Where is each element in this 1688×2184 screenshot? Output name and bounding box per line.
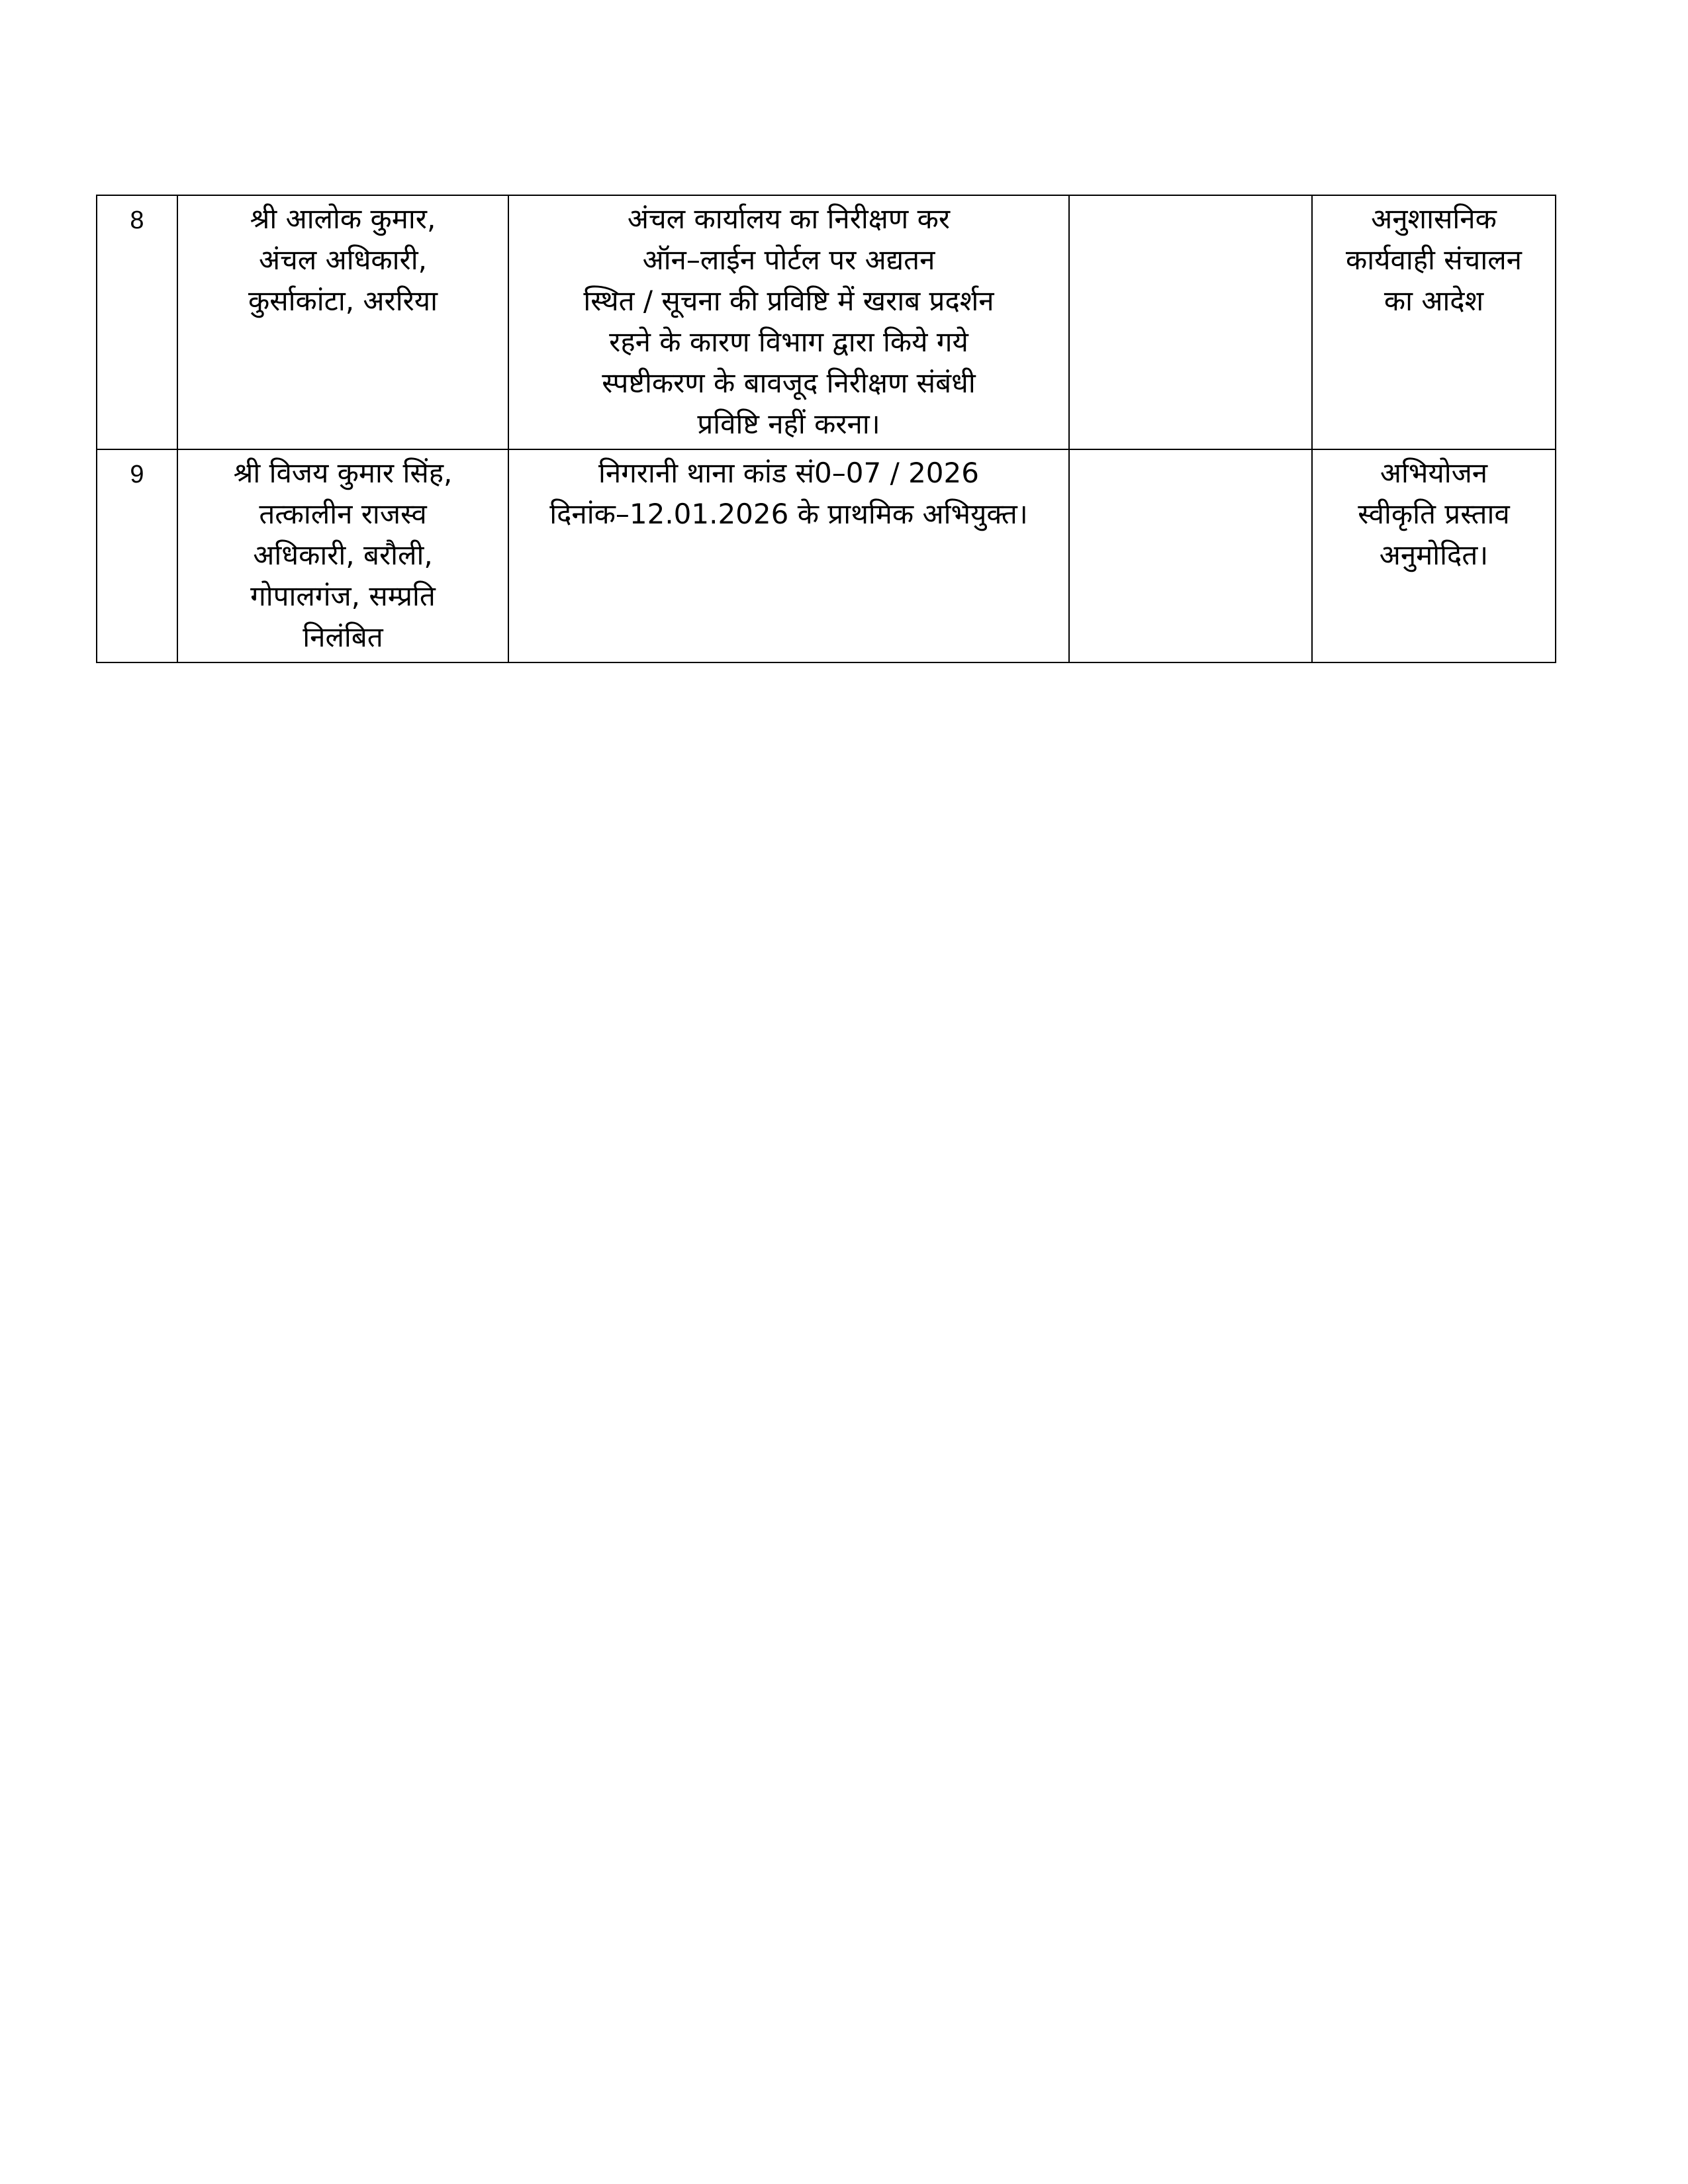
allegation-line: अंचल कार्यालय का निरीक्षण कर	[627, 203, 951, 235]
serial-number: 8	[130, 206, 144, 234]
officer-name-line: श्री आलोक कुमार,	[250, 203, 436, 235]
officer-name-cell	[177, 195, 508, 449]
officer-name-line: निलंबित	[303, 621, 383, 653]
serial-number: 9	[130, 461, 144, 488]
officer-name-cell	[177, 449, 508, 662]
remarks-cell	[1069, 195, 1312, 449]
officer-name-line: कुर्साकांटा, अररिया	[248, 285, 438, 317]
decision-line: अनुमोदित।	[1379, 539, 1489, 571]
allegation-line: ऑन–लाईन पोर्टल पर अद्यतन	[642, 244, 935, 276]
allegation-line: दिनांक–12.01.2026 के प्राथमिक अभियुक्त।	[549, 498, 1028, 530]
allegation-line: प्रविष्टि नहीं करना।	[697, 408, 880, 440]
serial-number-cell	[97, 449, 177, 662]
records-table	[96, 195, 1556, 663]
decision-line: अनुशासनिक	[1371, 203, 1497, 235]
allegation-line: स्पष्टीकरण के बावजूद निरीक्षण संबंधी	[602, 367, 976, 399]
officer-name-line: अधिकारी, बरौली,	[253, 539, 433, 571]
officer-name-line: गोपालगंज, सम्प्रति	[250, 580, 436, 612]
decision-line: कार्यवाही संचालन	[1346, 244, 1522, 276]
serial-number-cell	[97, 195, 177, 449]
decision-cell	[1312, 449, 1556, 662]
allegation-line: निगरानी थाना कांड सं0–07 / 2026	[598, 457, 979, 489]
table-row	[97, 195, 1556, 449]
table-row	[97, 449, 1556, 662]
decision-cell	[1312, 195, 1556, 449]
officer-name-line: तत्कालीन राजस्व	[259, 498, 427, 530]
remarks-cell	[1069, 449, 1312, 662]
decision-line: स्वीकृति प्रस्ताव	[1358, 498, 1510, 530]
officer-name-line: अंचल अधिकारी,	[259, 244, 427, 276]
allegation-line: स्थित / सूचना की प्रविष्टि में खराब प्रदर्शन	[583, 285, 994, 317]
allegation-line: रहने के कारण विभाग द्वारा किये गये	[609, 326, 968, 358]
decision-line: का आदेश	[1383, 285, 1484, 317]
officer-name-line: श्री विजय कुमार सिंह,	[233, 457, 453, 489]
allegation-cell	[508, 449, 1069, 662]
decision-line: अभियोजन	[1380, 457, 1488, 489]
allegation-cell	[508, 195, 1069, 449]
